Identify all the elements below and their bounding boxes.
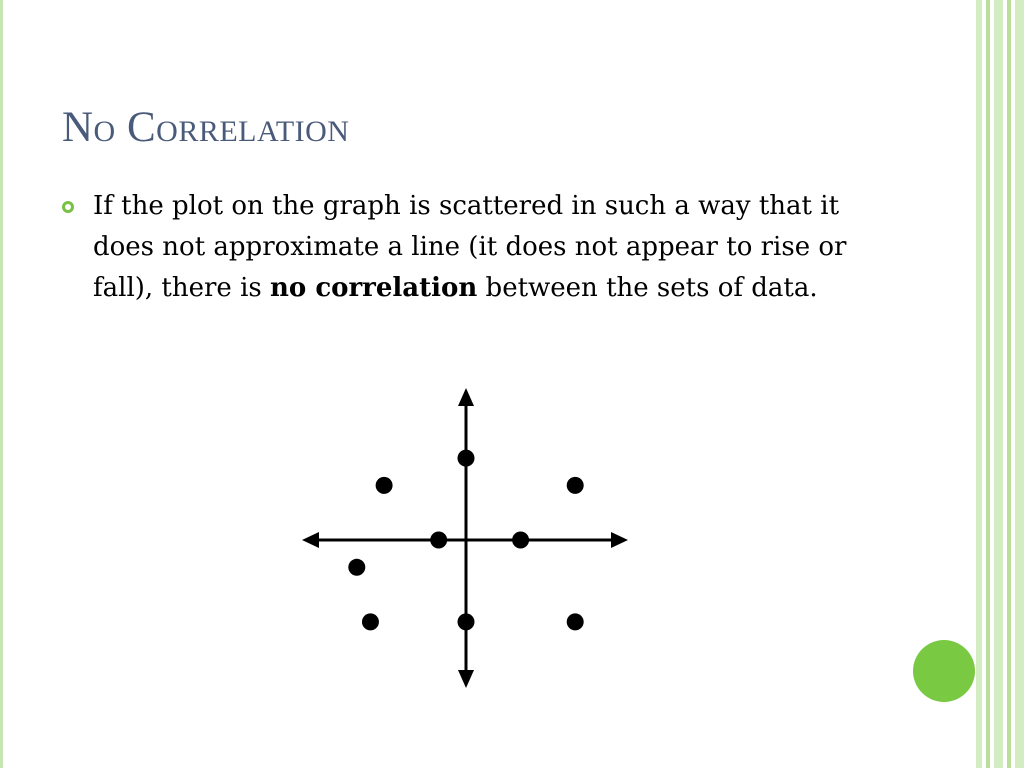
scatter-point-9	[567, 613, 584, 630]
scatter-point-1	[458, 450, 475, 467]
stripe-2	[986, 0, 990, 768]
stripe-5	[1015, 0, 1024, 768]
scatter-point-2	[376, 477, 393, 494]
bullet-circle-icon	[62, 201, 74, 213]
scatter-point-6	[348, 559, 365, 576]
stripe-1	[976, 0, 982, 768]
bullet-text-after: between the sets of data.	[477, 273, 818, 303]
scatter-point-4	[430, 532, 447, 549]
x-axis-left-arrow	[302, 532, 319, 548]
bullet-item	[62, 186, 892, 309]
left-border-stripe	[0, 0, 3, 768]
scatter-point-5	[512, 532, 529, 549]
scatter-plot	[300, 380, 631, 690]
stripe-4	[1007, 0, 1011, 768]
stripe-3	[994, 0, 1003, 768]
scatter-point-3	[567, 477, 584, 494]
x-axis-right-arrow	[611, 532, 628, 548]
y-axis-down-arrow	[458, 670, 474, 688]
bullet-list	[62, 186, 892, 309]
y-axis-up-arrow	[458, 388, 474, 406]
scatter-point-7	[362, 613, 379, 630]
bullet-bold-term: no correlation	[270, 273, 478, 303]
slide-title: No Correlation	[62, 104, 350, 151]
bullet-text-before: If the plot on the graph is scattered in such a way that it does not approximate a line (it does not appear to rise or fall), there is	[93, 191, 847, 303]
scatter-point-8	[458, 613, 475, 630]
right-decorative-stripes	[976, 0, 1024, 768]
green-circle-decoration	[913, 640, 975, 702]
bullet-text	[93, 191, 846, 303]
